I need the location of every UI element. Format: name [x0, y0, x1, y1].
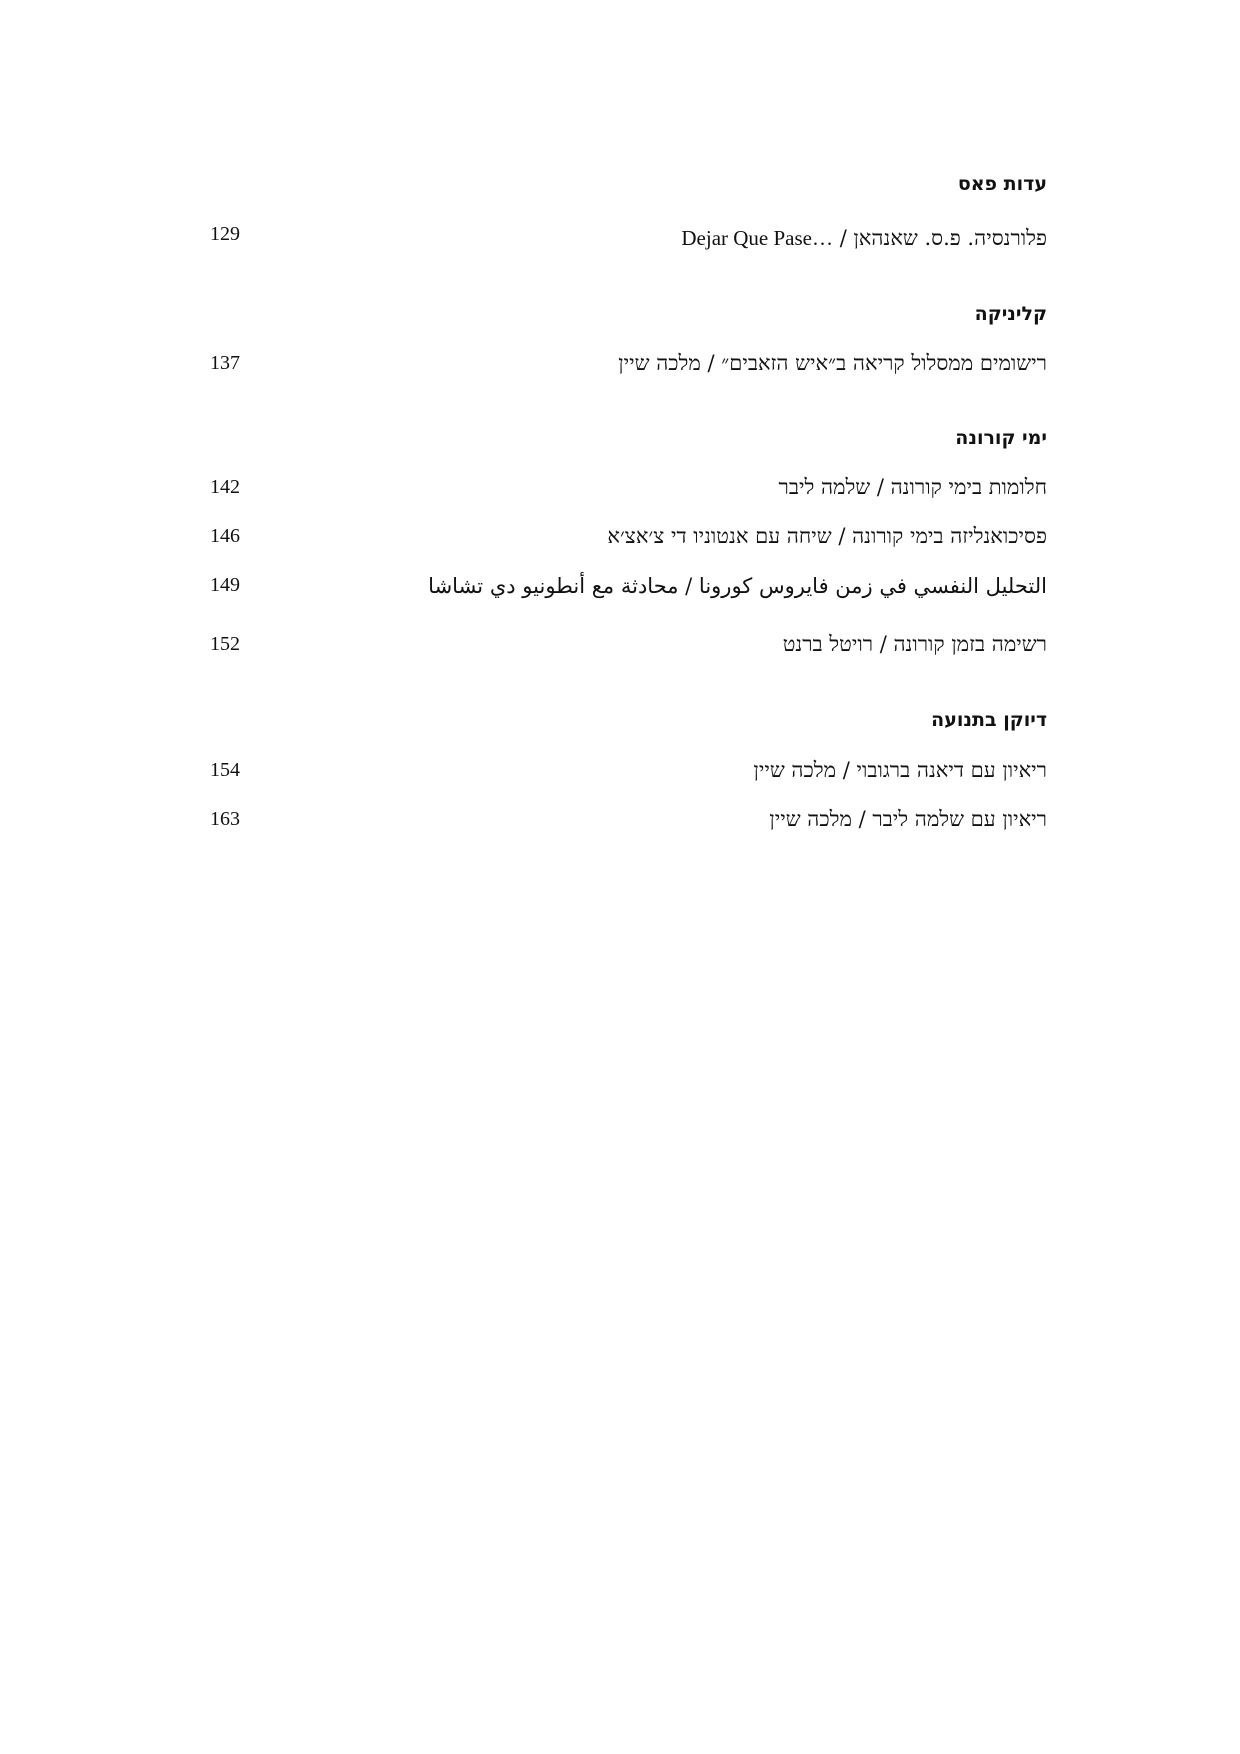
toc-entry-psychoanalysis-corona[interactable]: פסיכואנליזה בימי קורונה / שיחה עם אנטוניו די צ׳אצ׳א: [607, 524, 1047, 548]
entry-separator: /: [839, 226, 847, 250]
section-title-clinic: קליניקה: [974, 303, 1047, 325]
toc-entry-interview-shlomo[interactable]: ריאיון עם שלמה ליבר / מלכה שיין: [769, 807, 1047, 831]
section-title-portrait-in-motion: דיוקן בתנועה: [931, 709, 1047, 731]
section-title-eduyot-pas: עדות פאס: [957, 173, 1047, 195]
section-title-corona-days: ימי קורונה: [955, 427, 1047, 449]
entry-page-number: 163: [210, 808, 240, 830]
entry-title-latin: Dejar Que Pase…: [681, 226, 833, 250]
entry-page-number: 154: [210, 759, 240, 781]
toc-entry-note-corona[interactable]: רשימה בזמן קורונה / רויטל ברנט: [782, 632, 1047, 656]
entry-page-number: 137: [210, 352, 240, 374]
entry-page-number: 146: [210, 525, 240, 547]
entry-page-number: 129: [210, 223, 240, 245]
entry-page-number: 149: [210, 574, 240, 596]
toc-entry-wolf-man[interactable]: רישומים ממסלול קריאה ב״איש הזאבים״ / מלכה שיין: [618, 351, 1047, 375]
toc-entry-arabic-corona[interactable]: التحليل النفسي في زمن فايروس كورونا / محادثة مع أنطونيو دي تشاشا: [428, 574, 1047, 598]
toc-entry-dejar-que-pase[interactable]: [681, 226, 1047, 251]
toc-entry-interview-diana[interactable]: ריאיון עם דיאנה ברגובוי / מלכה שיין: [753, 758, 1047, 782]
entry-page-number: 142: [210, 476, 240, 498]
entry-page-number: 152: [210, 633, 240, 655]
entry-title-hebrew: פלורנסיה. פ.ס. שאנהאן: [853, 226, 1047, 250]
toc-entry-dreams-corona[interactable]: חלומות בימי קורונה / שלמה ליבר: [778, 475, 1047, 499]
